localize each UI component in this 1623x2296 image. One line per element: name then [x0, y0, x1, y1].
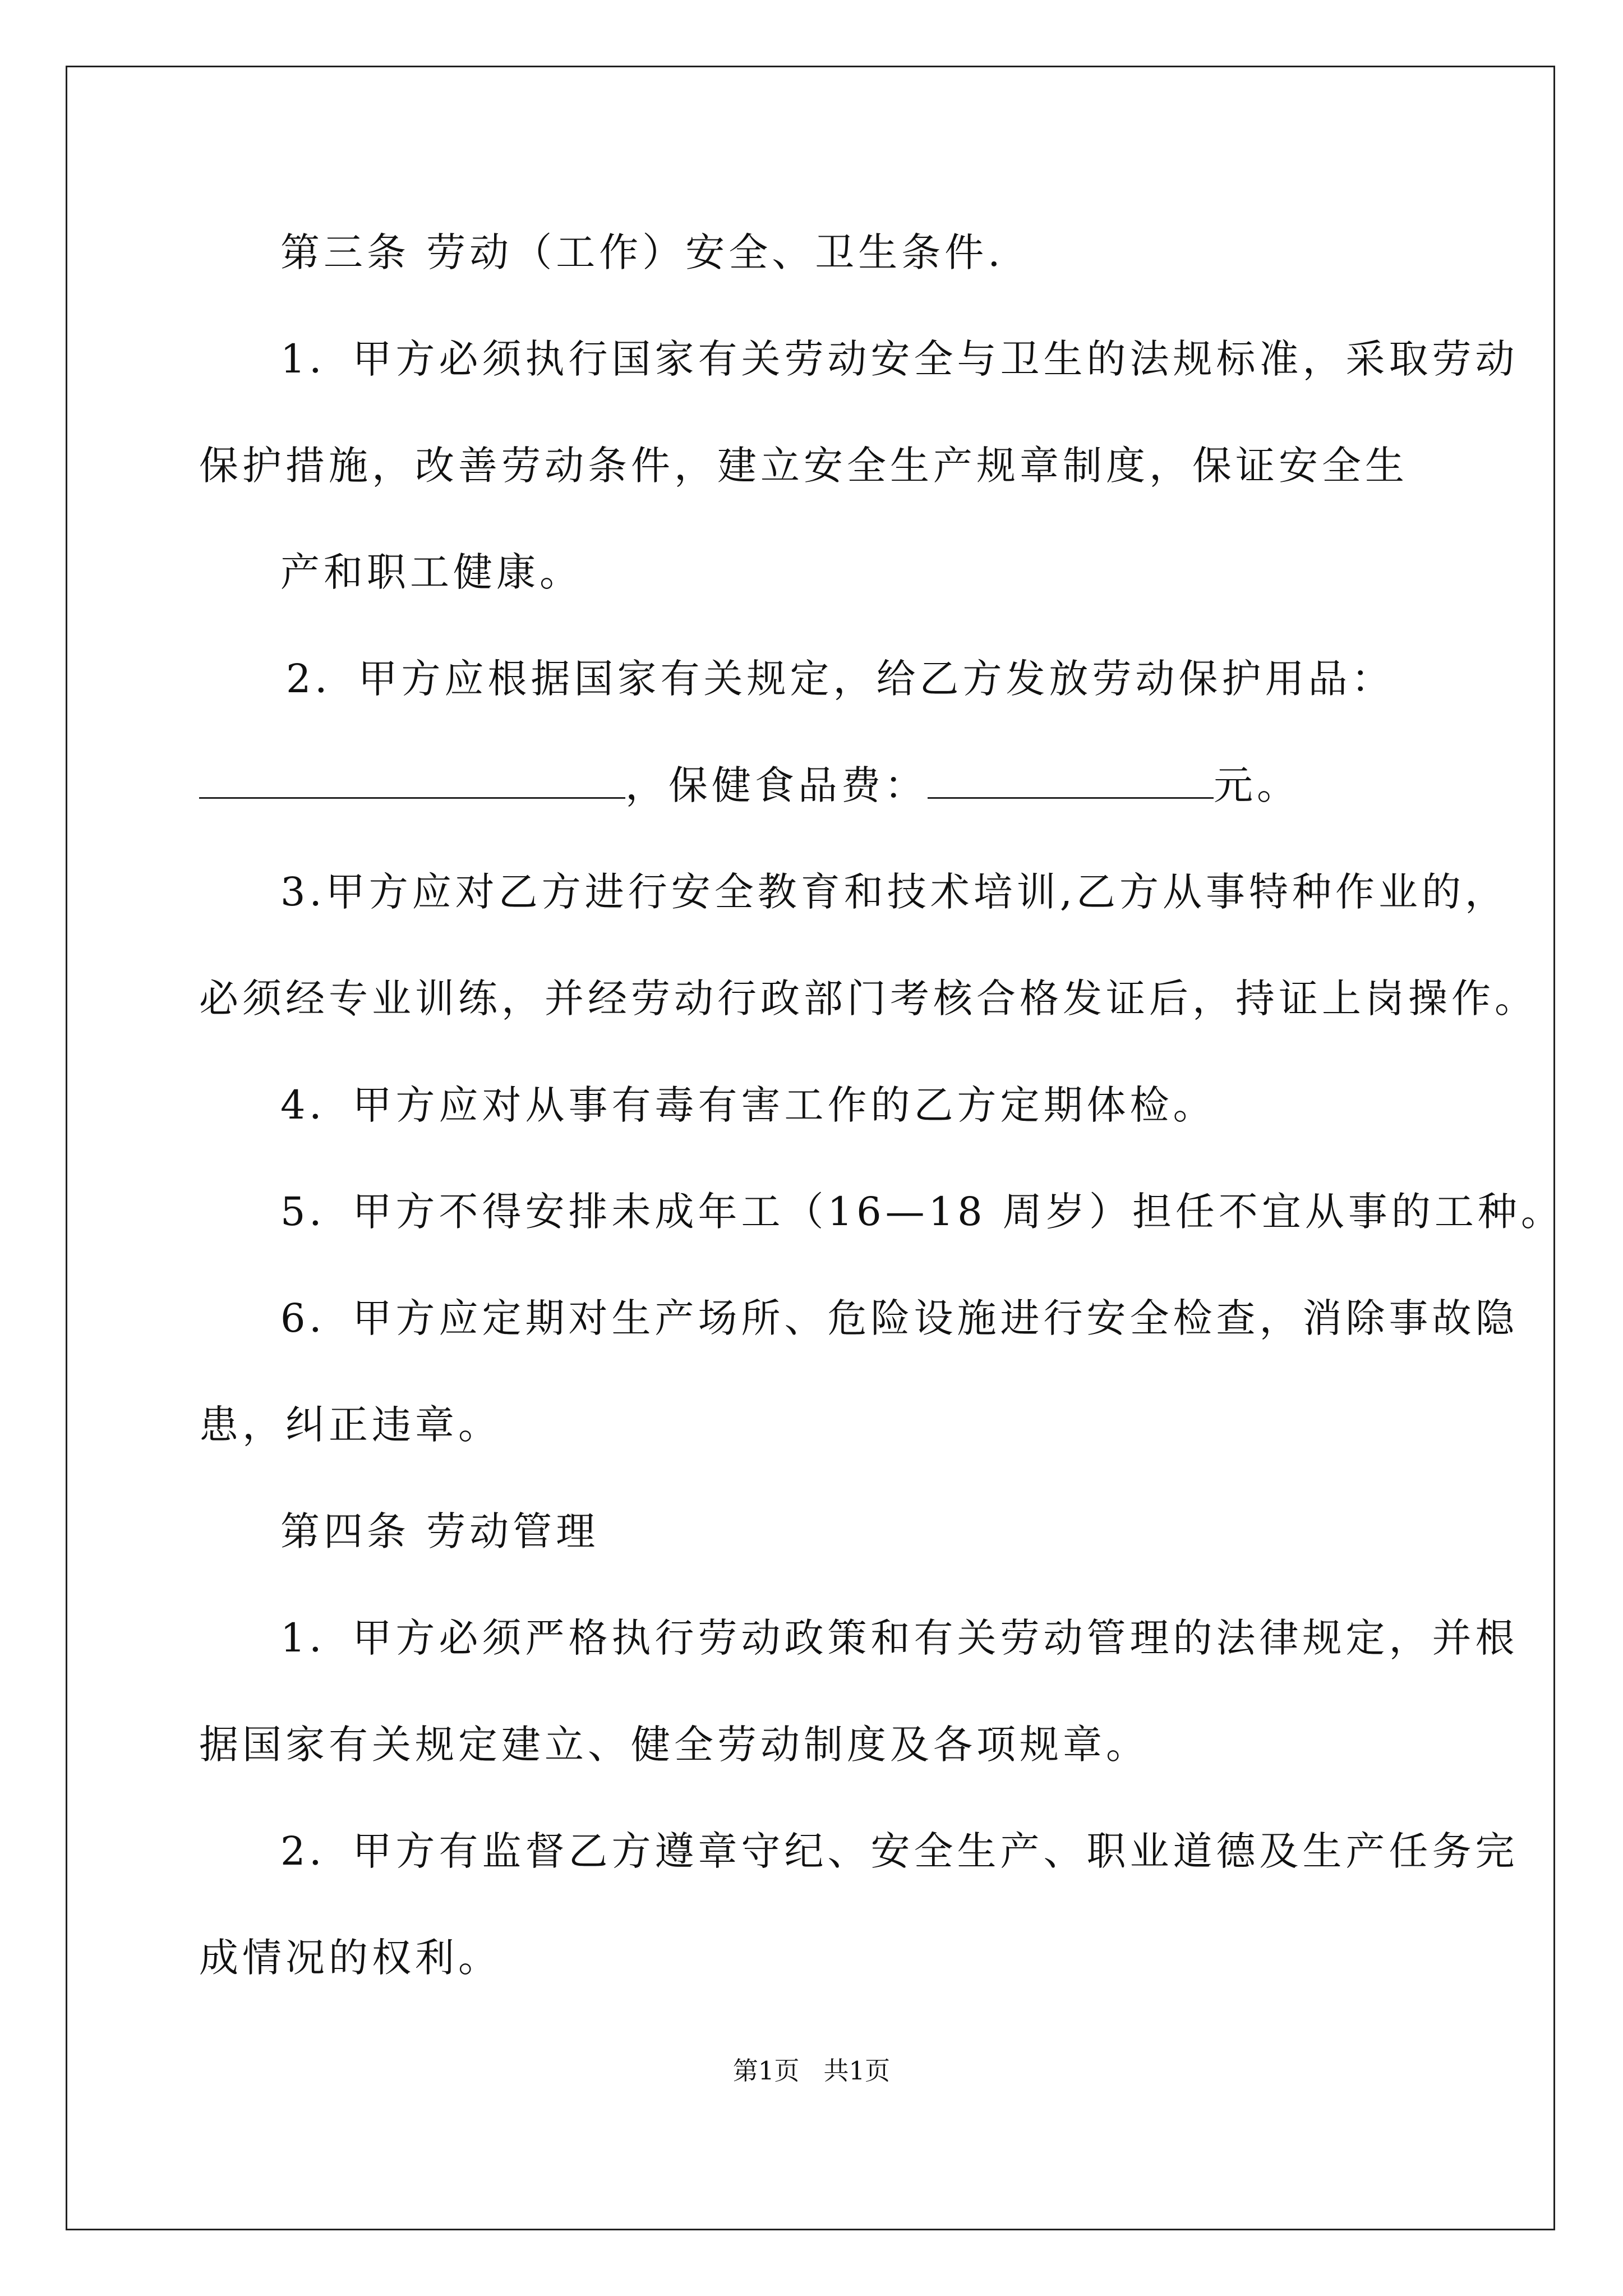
page-border — [66, 66, 1555, 2230]
health-food-fee-blank — [928, 763, 1214, 799]
paragraph-line: 成情况的权利。 — [199, 1935, 501, 1981]
paragraph-line: 4．甲方应对从事有毒有害工作的乙方定期体检。 — [280, 1082, 1216, 1128]
paragraph-line: 保护措施，改善劳动条件，建立安全生产规章制度，保证安全生 — [199, 443, 1408, 489]
paragraph-line: 必须经专业训练，并经劳动行政部门考核合格发证后，持证上岗操作。 — [199, 976, 1538, 1022]
paragraph-line: 6．甲方应定期对生产场所、危险设施进行安全检查，消除事故隐 — [280, 1295, 1519, 1341]
paragraph-line: 据国家有关规定建立、健全劳动制度及各项规章。 — [199, 1722, 1149, 1768]
page-number-footer: 第1页 共1页 — [732, 2056, 891, 2086]
fill-in-line — [199, 760, 1300, 811]
protective-supplies-blank — [199, 763, 625, 799]
paragraph-line: 1．甲方必须严格执行劳动政策和有关劳动管理的法律规定，并根 — [280, 1615, 1519, 1661]
health-food-fee-label: ，保健食品费： — [625, 762, 928, 808]
currency-unit: 元。 — [1214, 762, 1300, 808]
paragraph-line: 患，纠正违章。 — [199, 1402, 501, 1448]
paragraph-line: 1．甲方必须执行国家有关劳动安全与卫生的法规标准，采取劳动 — [280, 336, 1519, 382]
paragraph-line: 5．甲方不得安排未成年工（16—18 周岁）担任不宜从事的工种。 — [280, 1189, 1564, 1235]
paragraph-line: 3.甲方应对乙方进行安全教育和技术培训,乙方从事特种作业的， — [280, 869, 1509, 915]
article-4-heading: 第四条 劳动管理 — [280, 1508, 600, 1554]
paragraph-line: 2．甲方应根据国家有关规定，给乙方发放劳动保护用品： — [286, 656, 1395, 702]
paragraph-line: 2．甲方有监督乙方遵章守纪、安全生产、职业道德及生产任务完 — [280, 1828, 1519, 1874]
article-3-heading: 第三条 劳动（工作）安全、卫生条件. — [280, 229, 1004, 275]
paragraph-line: 产和职工健康。 — [280, 549, 583, 595]
